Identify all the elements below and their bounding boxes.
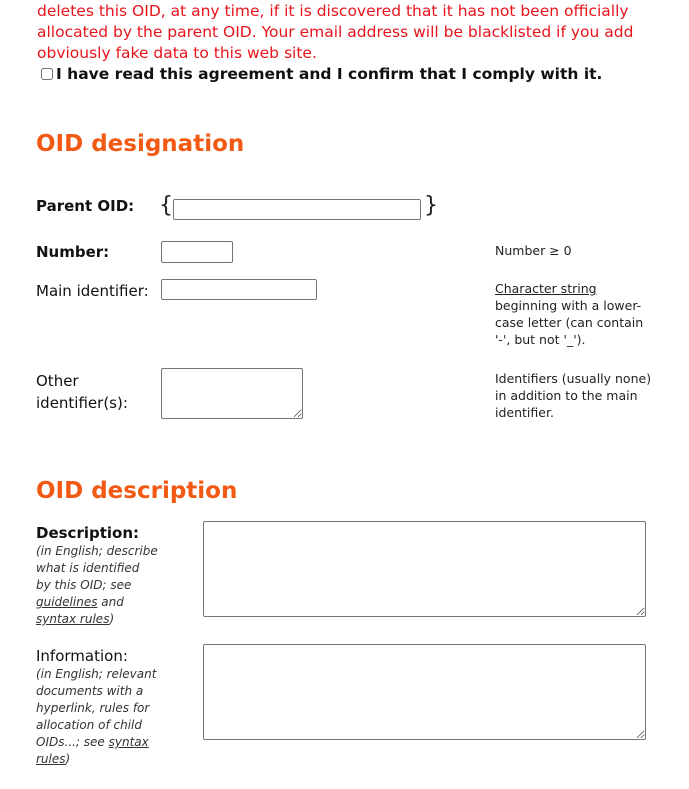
other-identifiers-label [36,370,128,414]
main-identifier-input[interactable] [161,279,317,300]
parent-oid-label: Parent OID: [36,197,135,215]
oid-description-heading: OID description [36,478,238,504]
guidelines-link[interactable]: guidelines [36,595,98,609]
number-label: Number: [36,243,110,261]
character-string-link[interactable]: Character string [495,281,597,296]
sub-text: ) [109,612,115,626]
warning-text [37,1,637,64]
syntax-rules-link[interactable]: syntax rules [36,612,110,626]
sub-line: by this OID; see [36,578,132,592]
agreement-checkbox[interactable] [41,68,53,80]
number-input[interactable] [161,241,233,263]
hint-line: identifier. [495,405,554,420]
other-identifiers-hint [495,370,655,421]
sub-line: (in English; relevant [36,667,157,681]
warning-line: deletes this OID, at any time, if it is discovered that it has not been officially [37,2,629,20]
warning-line: allocated by the parent OID. Your email address will be blacklisted if you add [37,23,634,41]
brace-open: { [159,193,173,218]
agreement-label: I have read this agreement and I confirm that I comply with it. [56,65,603,83]
sub-text: and [97,595,124,609]
parent-oid-input[interactable] [173,199,421,220]
label-line: identifier(s): [36,394,128,412]
rules-link[interactable]: rules [36,752,66,766]
hint-line: case letter (can contain [495,315,644,330]
sub-line: hyperlink, rules for [36,701,150,715]
information-textarea[interactable] [203,644,646,740]
sub-line: documents with a [36,684,144,698]
hint-line: '-', but not '_'). [495,332,586,347]
main-identifier-label: Main identifier: [36,282,149,300]
sub-line: allocation of child [36,718,142,732]
sub-line: (in English; describe [36,544,158,558]
description-label: Description: [36,524,140,542]
oid-designation-heading: OID designation [36,131,245,157]
hint-line: Identifiers (usually none) [495,371,652,386]
number-hint: Number ≥ 0 [495,243,572,258]
label-line: Other [36,372,79,390]
description-sublabel [36,543,161,628]
sub-text: ) [65,752,71,766]
agreement-row[interactable] [41,65,602,83]
description-textarea[interactable] [203,521,646,617]
brace-close: } [424,193,438,218]
information-label: Information: [36,647,128,665]
information-sublabel [36,666,161,768]
main-identifier-hint [495,280,655,348]
hint-line: beginning with a lower- [495,298,642,313]
sub-line: what is identified [36,561,140,575]
sub-text: OIDs...; see [36,735,109,749]
warning-line: obviously fake data to this web site. [37,44,317,62]
hint-line: in addition to the main [495,388,638,403]
other-identifiers-textarea[interactable] [161,368,303,419]
syntax-link[interactable]: syntax [108,735,149,749]
